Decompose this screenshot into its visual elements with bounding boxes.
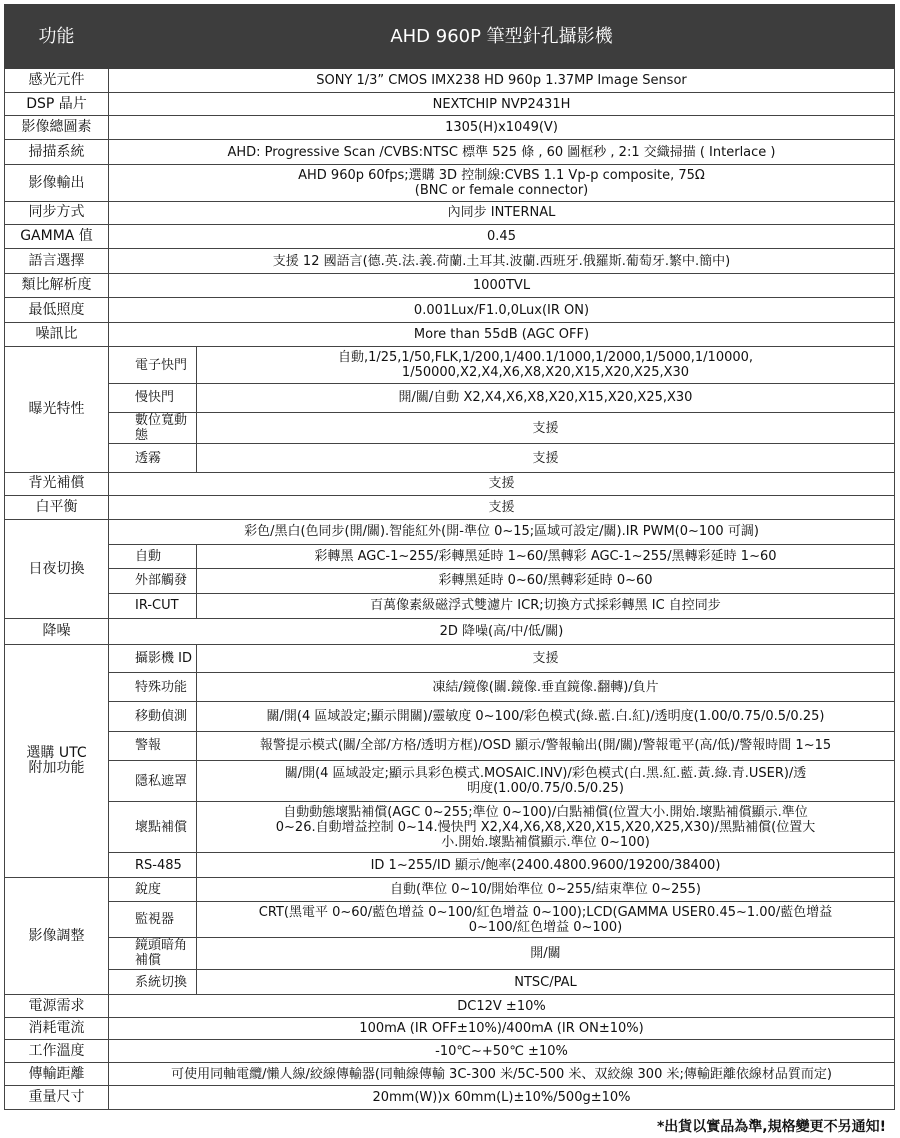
sub-label: 數位寬動態 (109, 412, 197, 444)
spec-value: 0.001Lux/F1.0,0Lux(IR ON) (109, 298, 895, 323)
spec-label: 語言選擇 (5, 249, 109, 274)
utc-row (5, 853, 895, 878)
sub-value-line: 明度(1.00/0.75/0.5/0.25) (467, 781, 624, 797)
image-adjust-label: 影像調整 (5, 877, 109, 995)
spec-row (5, 224, 895, 249)
spec-row (5, 298, 895, 323)
spec-row (5, 1086, 895, 1110)
sub-label: 監視器 (109, 902, 197, 938)
spec-value: 100mA (IR OFF±10%)/400mA (IR ON±10%) (109, 1017, 895, 1039)
spec-label: 感光元件 (5, 69, 109, 93)
sub-value: 凍結/鏡像(關.鏡像.垂直鏡像.翻轉)/負片 (197, 673, 895, 702)
spec-label: 降噪 (5, 619, 109, 645)
image-adjust-row (5, 877, 895, 902)
sub-label: 系統切換 (109, 969, 197, 995)
exposure-label: 曝光特性 (5, 347, 109, 473)
utc-label (5, 644, 109, 877)
spec-row (5, 1017, 895, 1039)
spec-value: 2D 降噪(高/中/低/關) (109, 619, 895, 645)
sub-value-line: 小.開始.壞點補償顯示.準位 0~100) (441, 834, 650, 850)
spec-label: 影像總圖素 (5, 116, 109, 140)
utc-row (5, 802, 895, 853)
daynight-intro: 彩色/黑白(色同步(開/關).智能紅外(開-準位 0~15;區域可設定/關).IR PWM(0~100 可調) (109, 520, 895, 545)
spec-label: 重量尺寸 (5, 1086, 109, 1110)
sub-value-line: 關/開(4 區域設定;顯示具彩色模式.MOSAIC.INV)/彩色模式(白.黑.紅.藍.黃.綠.青.USER)/透 (284, 766, 807, 782)
spec-row (5, 495, 895, 520)
spec-row (5, 92, 895, 116)
sub-label: 移動偵測 (109, 702, 197, 732)
spec-label: 類比解析度 (5, 273, 109, 298)
sub-value-line: 自動,1/25,1/50,FLK,1/200,1/400.1/1000,1/2000,1/5000,1/10000, (337, 350, 754, 366)
utc-row (5, 761, 895, 802)
spec-label: 同步方式 (5, 202, 109, 224)
spec-row (5, 995, 895, 1017)
exposure-row (5, 384, 895, 413)
spec-value: 支援 (109, 495, 895, 520)
spec-label: 掃描系統 (5, 139, 109, 165)
sub-value-line: 1/50000,X2,X4,X6,X8,X20,X15,X20,X25,X30 (401, 365, 690, 381)
spec-label: 工作溫度 (5, 1040, 109, 1062)
sub-value: 支援 (197, 412, 895, 444)
sub-label: IR-CUT (109, 593, 197, 619)
sub-label: 透霧 (109, 444, 197, 473)
sub-value: 支援 (197, 444, 895, 473)
spec-row (5, 473, 895, 495)
exposure-row (5, 444, 895, 473)
utc-row (5, 673, 895, 702)
spec-value-line: AHD 960p 60fps;選購 3D 控制線:CVBS 1.1 Vp-p composite, 75Ω (298, 168, 705, 184)
sub-label: 攝影機 ID (109, 644, 197, 673)
sub-value-line: 0~100/紅色增益 0~100) (468, 919, 623, 935)
sub-label: 警報 (109, 731, 197, 761)
spec-value: DC12V ±10% (109, 995, 895, 1017)
spec-label: 消耗電流 (5, 1017, 109, 1039)
spec-value: 1305(H)x1049(V) (109, 116, 895, 140)
sub-label: 隱私遮罩 (109, 761, 197, 802)
daynight-row (5, 520, 895, 545)
sub-value (197, 347, 895, 384)
daynight-row (5, 544, 895, 569)
sub-value (197, 802, 895, 853)
spec-table (4, 4, 895, 1110)
sub-value: 自動(準位 0~10/開始準位 0~255/結束準位 0~255) (197, 877, 895, 902)
image-adjust-row (5, 902, 895, 938)
spec-value: 內同步 INTERNAL (109, 202, 895, 224)
exposure-row (5, 412, 895, 444)
header-title: AHD 960P 筆型針孔攝影機 (109, 5, 895, 69)
spec-label: 噪訊比 (5, 322, 109, 347)
sub-value: 開/關/自動 X2,X4,X6,X8,X20,X15,X20,X25,X30 (197, 384, 895, 413)
spec-value: 支援 (109, 473, 895, 495)
spec-value: 0.45 (109, 224, 895, 249)
daynight-row (5, 569, 895, 594)
sub-label: 自動 (109, 544, 197, 569)
sub-label: RS-485 (109, 853, 197, 878)
spec-row (5, 202, 895, 224)
spec-label: GAMMA 值 (5, 224, 109, 249)
footer-note: *出貨以實品為準,規格變更不另通知! (656, 1119, 886, 1135)
sub-label: 銳度 (109, 877, 197, 902)
spec-value: 可使用同軸電纜/懶人線/絞線傳輸器(同軸線傳輸 3C-300 米/5C-500 米、双絞線 300 米;傳輸距離依線材品質而定) (109, 1062, 895, 1086)
daynight-label: 日夜切換 (5, 520, 109, 619)
spec-row (5, 1062, 895, 1086)
spec-row (5, 165, 895, 202)
spec-value: SONY 1/3” CMOS IMX238 HD 960p 1.37MP Image Sensor (109, 69, 895, 93)
spec-row (5, 249, 895, 274)
sub-value: 報警提示模式(關/全部/方格/透明方框)/OSD 顯示/警報輸出(開/關)/警報電平(高/低)/警報時間 1~15 (197, 731, 895, 761)
spec-label: 影像輸出 (5, 165, 109, 202)
sub-value-line: CRT(黑電平 0~60/藍色增益 0~100/紅色增益 0~100);LCD(GAMMA USER0.45~1.00/藍色增益 (258, 904, 833, 920)
sub-value: 百萬像素級磁浮式雙濾片 ICR;切換方式採彩轉黑 IC 自控同步 (197, 593, 895, 619)
sub-value (197, 902, 895, 938)
sub-value (197, 761, 895, 802)
image-adjust-row (5, 969, 895, 995)
utc-label-line: 附加功能 (28, 759, 85, 776)
sub-label: 壞點補償 (109, 802, 197, 853)
spec-row (5, 139, 895, 165)
spec-value: More than 55dB (AGC OFF) (109, 322, 895, 347)
spec-row (5, 1040, 895, 1062)
utc-row (5, 731, 895, 761)
utc-label-line: 選購 UTC (26, 744, 87, 761)
sub-value: 支援 (197, 644, 895, 673)
exposure-row (5, 347, 895, 384)
spec-label: 最低照度 (5, 298, 109, 323)
spec-row (5, 69, 895, 93)
spec-row (5, 322, 895, 347)
utc-row (5, 644, 895, 673)
sub-value-line: 0~26.自動增益控制 0~14.慢快門 X2,X4,X6,X8,X20,X15,X20,X25,X30)/黑點補償(位置大 (275, 819, 816, 835)
header-feature-label: 功能 (5, 5, 109, 69)
sub-label: 電子快門 (109, 347, 197, 384)
spec-label: DSP 晶片 (5, 92, 109, 116)
sub-label: 鏡頭暗角補償 (109, 938, 197, 970)
sub-value: 彩轉黑 AGC-1~255/彩轉黑延時 1~60/黑轉彩 AGC-1~255/黑轉彩延時 1~60 (197, 544, 895, 569)
spec-row (5, 619, 895, 645)
spec-label: 白平衡 (5, 495, 109, 520)
sub-label: 特殊功能 (109, 673, 197, 702)
sub-value: NTSC/PAL (197, 969, 895, 995)
spec-value (109, 165, 895, 202)
sub-value: 關/開(4 區域設定;顯示開關)/靈敏度 0~100/彩色模式(綠.藍.白.紅)/透明度(1.00/0.75/0.5/0.25) (197, 702, 895, 732)
spec-row (5, 116, 895, 140)
daynight-row (5, 593, 895, 619)
spec-value: 支援 12 國語言(德.英.法.義.荷蘭.土耳其.波蘭.西班牙.俄羅斯.葡萄牙.繁中.簡中) (109, 249, 895, 274)
spec-value: 1000TVL (109, 273, 895, 298)
sub-value-line: 自動動態壞點補償(AGC 0~255;準位 0~100)/白點補償(位置大小.開始.壞點補償顯示.準位 (283, 804, 808, 820)
spec-label: 背光補償 (5, 473, 109, 495)
spec-row (5, 273, 895, 298)
spec-value-line: (BNC or female connector) (414, 183, 589, 199)
sub-value: 彩轉黑延時 0~60/黑轉彩延時 0~60 (197, 569, 895, 594)
spec-label: 傳輸距離 (5, 1062, 109, 1086)
spec-value: AHD: Progressive Scan /CVBS:NTSC 標準 525 條 , 60 圖框秒 , 2:1 交織掃描 ( Interlace ) (109, 139, 895, 165)
utc-row (5, 702, 895, 732)
sub-value: 開/關 (197, 938, 895, 970)
image-adjust-row (5, 938, 895, 970)
spec-value: 20mm(W))x 60mm(L)±10%/500g±10% (109, 1086, 895, 1110)
sub-value: ID 1~255/ID 顯示/飽率(2400.4800.9600/19200/38400) (197, 853, 895, 878)
header-row (5, 5, 895, 69)
sub-label: 慢快門 (109, 384, 197, 413)
spec-value: NEXTCHIP NVP2431H (109, 92, 895, 116)
spec-value: -10℃~+50℃ ±10% (109, 1040, 895, 1062)
sub-label: 外部觸發 (109, 569, 197, 594)
spec-label: 電源需求 (5, 995, 109, 1017)
